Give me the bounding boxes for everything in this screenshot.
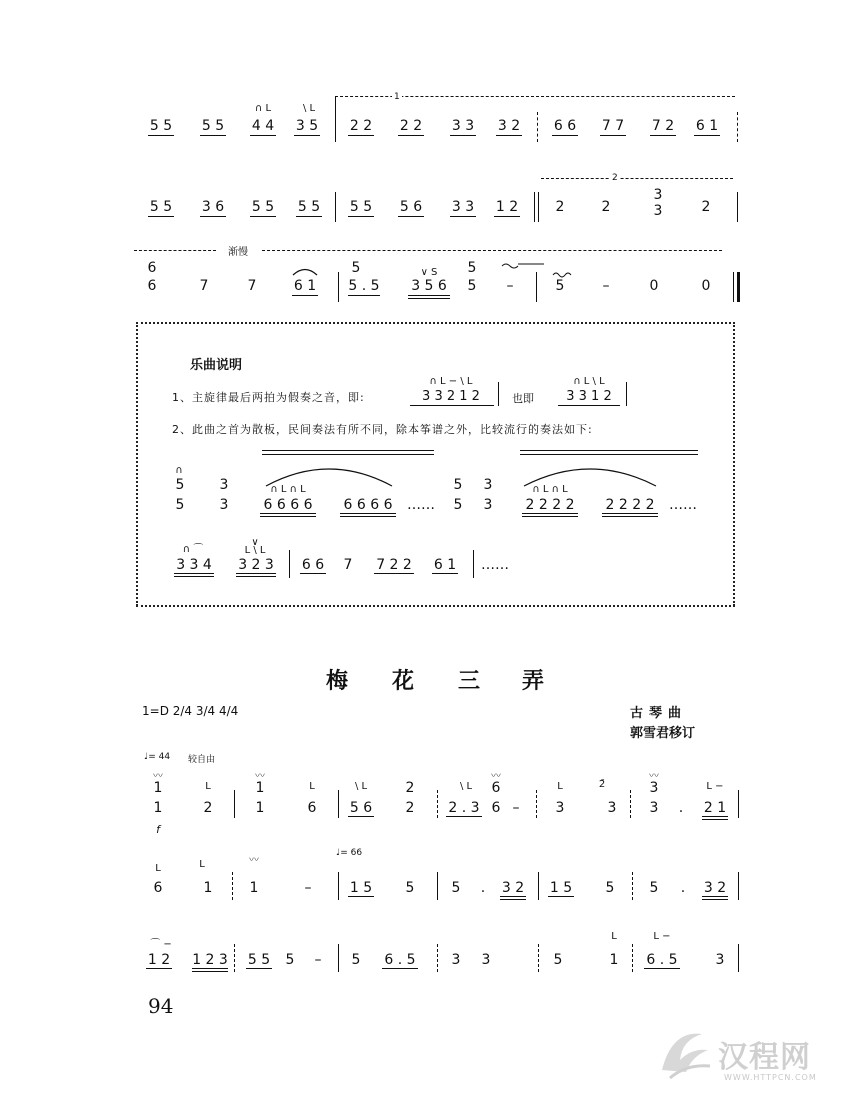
ex-group: 3 3 4 (176, 557, 212, 573)
note: 6 (147, 278, 157, 294)
watermark-logo-icon (652, 1020, 716, 1082)
note: 3 (555, 800, 565, 816)
fingering-marks: ∩ L (254, 103, 272, 114)
notes-heading: 乐曲说明 (190, 358, 243, 373)
ex-upper: 5 (175, 477, 185, 493)
ex-group: 2 2 2 2 (605, 497, 655, 513)
note: 7 (199, 278, 209, 294)
note: 5 (451, 880, 461, 896)
note-group: 5 6 (349, 800, 373, 816)
note: 3 (607, 800, 617, 816)
page-number: 94 (148, 994, 174, 1018)
note-group: 3 3 (451, 199, 475, 215)
watermark-brand: 汉程网 (718, 1040, 811, 1075)
note-group: 6 1 (293, 278, 317, 294)
note-group: 5 5 (149, 118, 173, 134)
volta-label-1: 1 (392, 89, 402, 105)
note: 5 (605, 880, 615, 896)
ex-upper: 5 (453, 477, 463, 493)
note-group: 2 2 (399, 118, 423, 134)
note: 3 (653, 187, 663, 203)
note: 2 (203, 800, 213, 816)
ex-group: 2 2 2 2 (525, 497, 575, 513)
barline (335, 192, 336, 222)
note-group: 1 2 (147, 952, 171, 968)
barline (537, 112, 538, 142)
dot: . (480, 880, 486, 896)
note: 2 (601, 199, 611, 215)
ex-lower: 3 (219, 497, 229, 513)
note-group: 3 5 (295, 118, 319, 134)
volta-bracket-2 (541, 178, 733, 189)
ex-lower: 5 (453, 497, 463, 513)
title-char: 梅 (326, 669, 349, 694)
note-group: 1 5 (549, 880, 573, 896)
watermark-url: WWW.HTTPCN.COM (724, 1073, 817, 1082)
note: 6 (307, 800, 317, 816)
note-group: 3 2 (497, 118, 521, 134)
barline (737, 112, 738, 142)
ex-group: 6 1 (433, 557, 457, 573)
key-signature: 1=D 2/4 3/4 4/4 (142, 704, 239, 718)
barline (338, 272, 339, 302)
note-group: 1 2 3 (192, 952, 228, 968)
note-group: 1 2 (495, 199, 519, 215)
tremolo-mark (552, 270, 572, 278)
ex-group: 6 6 6 6 (343, 497, 393, 513)
note-group: 3 3 (451, 118, 475, 134)
note: 5 (285, 952, 295, 968)
note-group: 5 5 (297, 199, 321, 215)
volta-label-2: 2 (610, 170, 620, 186)
notes-seq-2: 3 3 1 2 (566, 389, 612, 404)
note-group: 5 5 (247, 952, 271, 968)
slur-mark (292, 266, 318, 276)
note-group: 3 2 (703, 880, 727, 896)
final-barline (737, 272, 740, 302)
note-group: 4 4 (251, 118, 275, 134)
upper-note: 6 (147, 260, 157, 276)
ex-lower: 5 (175, 497, 185, 513)
note: 1 (249, 880, 259, 896)
ex-upper: 3 (219, 477, 229, 493)
note-group: 6 . 5 (384, 952, 416, 968)
note: 1 (609, 952, 619, 968)
dash: – (314, 952, 322, 968)
note-group: 5 6 (399, 199, 423, 215)
note: 2 (555, 199, 565, 215)
note: 5 (467, 278, 477, 294)
title-char: 花 (392, 669, 415, 694)
repeat-barline (538, 192, 539, 222)
rit-line-left (134, 250, 216, 251)
tempo-term: 渐慢 (228, 247, 248, 258)
note: 3 (649, 800, 659, 816)
ex-note: 7 (343, 557, 353, 573)
upper-note: 5 (351, 260, 361, 276)
note: 5 (555, 278, 565, 294)
tempo-term: 较自由 (188, 755, 216, 765)
note-group: 2 . 3 (448, 800, 480, 816)
note-group: 3 6 (201, 199, 225, 215)
barline (737, 192, 738, 222)
note-group: 5 5 (251, 199, 275, 215)
notes-line-2: 2、此曲之首为散板，民间奏法有所不同，除本筝谱之外，比较流行的奏法如下: (172, 423, 593, 436)
note-group: 7 2 (651, 118, 675, 134)
title-char: 弄 (522, 669, 545, 694)
note: 1 (153, 780, 163, 796)
repeat-barline (534, 192, 535, 222)
note: 6 (153, 880, 163, 896)
ex-upper: 3 (483, 477, 493, 493)
final-barline (733, 272, 734, 302)
note: 5 (405, 880, 415, 896)
ex-group: 6 6 (301, 557, 325, 573)
upper-note: 3 (649, 780, 659, 796)
rit-line-right (262, 250, 722, 251)
note: 6 (491, 800, 501, 816)
note-group: 2 2 (349, 118, 373, 134)
note: 2 (405, 800, 415, 816)
ex-group: 3 2 3 (238, 557, 274, 573)
note: 7 (247, 278, 257, 294)
tremolo-mark (500, 258, 550, 272)
note: 2 (701, 199, 711, 215)
dot: . (678, 800, 684, 816)
upper-note: 2 (405, 780, 415, 796)
notes-line-1: 1、主旋律最后两拍为假奏之音，即: (172, 391, 365, 404)
genre-label: 古琴曲 (630, 706, 688, 721)
note-group: 3 2 (501, 880, 525, 896)
note: 1 (255, 800, 265, 816)
note: 5 (553, 952, 563, 968)
note-group: 6 1 (695, 118, 719, 134)
note-group: 6 . 5 (646, 952, 678, 968)
note: 5 (649, 880, 659, 896)
note-group: 6 6 (553, 118, 577, 134)
note: 3 (451, 952, 461, 968)
notes-seq-1: 3 3 2 1 2 (422, 389, 480, 404)
tempo-marking: ♩= 44 (144, 752, 171, 762)
note: 3 (715, 952, 725, 968)
note: 0 (649, 278, 659, 294)
ex-lower: 3 (483, 497, 493, 513)
dash: – (304, 880, 312, 896)
note-group: 1 5 (349, 880, 373, 896)
note: 0 (701, 278, 711, 294)
fingering-marks: \ L (302, 103, 316, 114)
note: 1 (203, 880, 213, 896)
ex-group: 6 6 6 6 (263, 497, 313, 513)
barline (335, 112, 336, 142)
note-group: 7 7 (601, 118, 625, 134)
note-group: 5 5 (349, 199, 373, 215)
note: 3 (481, 952, 491, 968)
barline (536, 272, 537, 302)
upper-note: 6 (491, 780, 501, 796)
title-char: 三 (458, 669, 481, 694)
arranger-label: 郭雪君移订 (630, 726, 696, 741)
note-group: 3 5 6 (411, 278, 447, 294)
note: – (506, 278, 514, 294)
dash: – (512, 800, 520, 816)
note: 5 (351, 952, 361, 968)
notes-also: 也即 (512, 392, 534, 405)
upper-note: 5 (467, 260, 477, 276)
note: – (602, 278, 610, 294)
note-group: 5 5 (149, 199, 173, 215)
ellipsis: …… (407, 497, 435, 513)
note-group: 5 5 (201, 118, 225, 134)
volta-bracket-1-end (335, 96, 342, 112)
ex-group: 7 2 2 (376, 557, 412, 573)
note-group: 2 1 (703, 800, 727, 816)
tempo-marking: ♩= 66 (336, 848, 363, 858)
dot: . (680, 880, 686, 896)
note-group: 5 . 5 (348, 278, 380, 294)
